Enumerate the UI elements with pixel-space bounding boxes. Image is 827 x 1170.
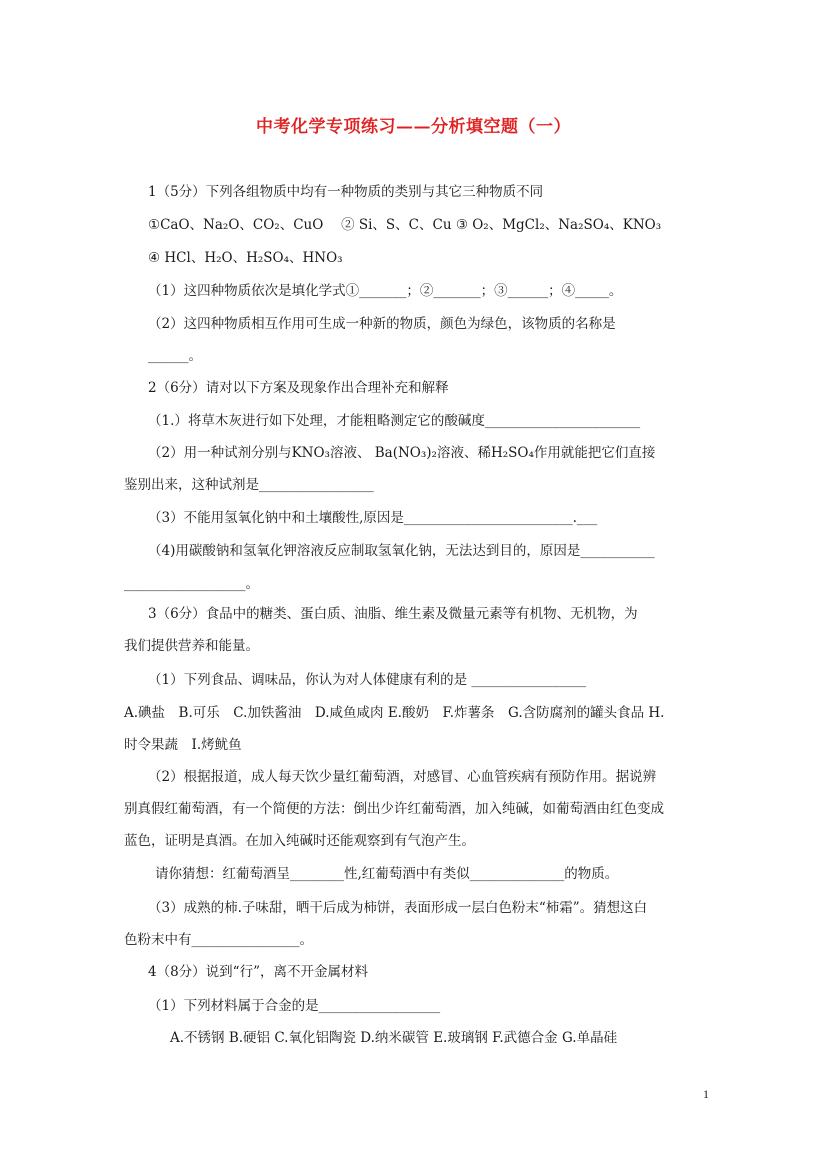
text-line: 2（6分）请对以下方案及现象作出合理补充和解释 [148,380,449,396]
document-title: 中考化学专项练习——分析填空题（一） [256,117,571,137]
text-line: （3）不能用氢氧化钠中和土壤酸性,原因是_________________________.___ [148,510,598,526]
text-line: （3）成熟的柿.子味甜，晒干后成为柿饼，表面形成一层白色粉末“柿霜”。猜想这白 [148,900,648,916]
text-line: （2）用一种试剂分别与KNO₃溶液、 Ba(NO₃)₂溶液、稀H₂SO₄作用就能把它们直接 [148,445,656,461]
text-line: （2）这四种物质相互作用可生成一种新的物质，颜色为绿色，该物质的名称是 [148,316,616,332]
text-line: ①CaO、Na₂O、CO₂、CuO ② Si、S、C、Cu ③ O₂、MgCl₂、Na₂SO₄、KNO₃ [148,217,662,233]
text-line: 鉴别出来，这种试剂是_________________ [124,477,374,493]
text-line: 蓝色，证明是真酒。在加入纯碱时还能观察到有气泡产生。 [124,833,475,849]
text-line: 别真假红葡萄酒，有一个简便的方法：倒出少许红葡萄酒，加入纯碱，如葡萄酒由红色变成 [124,801,664,817]
text-line: ④ HCl、H₂O、H₂SO₄、HNO₃ [148,250,343,266]
text-line: （1）下列材料属于合金的是__________________ [148,998,441,1014]
text-line: ______。 [148,348,202,364]
text-line: 我们提供营养和能量。 [124,638,259,654]
text-line: 3（6分）食品中的糖类、蛋白质、油脂、维生素及微量元素等有机物、无机物，为 [148,606,638,622]
text-line: 请你猜想：红葡萄酒呈________性,红葡萄酒中有类似______________的物质。 [155,866,619,882]
text-line: （1.）将草木灰进行如下处理，才能粗略测定它的酸碱度_______________________ [148,413,641,429]
text-line: 4（8分）说到“行”，离不开金属材料 [148,964,368,980]
page-number: 1 [703,1087,709,1101]
text-line: （1）下列食品、调味品，你认为对人体健康有利的是 _________________ [148,672,587,688]
text-line: （2）根据报道，成人每天饮少量红葡萄酒，对感冒、心血管疾病有预防作用。据说辨 [148,769,657,785]
text-line: A.碘盐 B.可乐 C.加铁酱油 D.咸鱼咸肉 E.酸奶 F.炸薯条 G.含防腐剂的罐头食品 H. [124,705,665,721]
text-line: 1（5分）下列各组物质中均有一种物质的类别与其它三种物质不同 [148,184,544,200]
text-line: 色粉末中有________________。 [124,932,313,948]
text-line: （1）这四种物质依次是填化学式①_______；②_______；③______；④_____。 [148,283,623,299]
text-line: （4)用碳酸钠和氢氧化钾溶液反应制取氢氧化钠，无法达到目的，原因是___________ [148,543,655,559]
text-line: __________________。 [124,576,259,592]
text-line: A.不锈钢 B.硬铝 C.氧化铝陶瓷 D.纳米碳管 E.玻璃钢 F.武德合金 G.单晶硅 [170,1030,618,1046]
text-line: 时令果蔬 I.烤鱿鱼 [124,737,242,753]
